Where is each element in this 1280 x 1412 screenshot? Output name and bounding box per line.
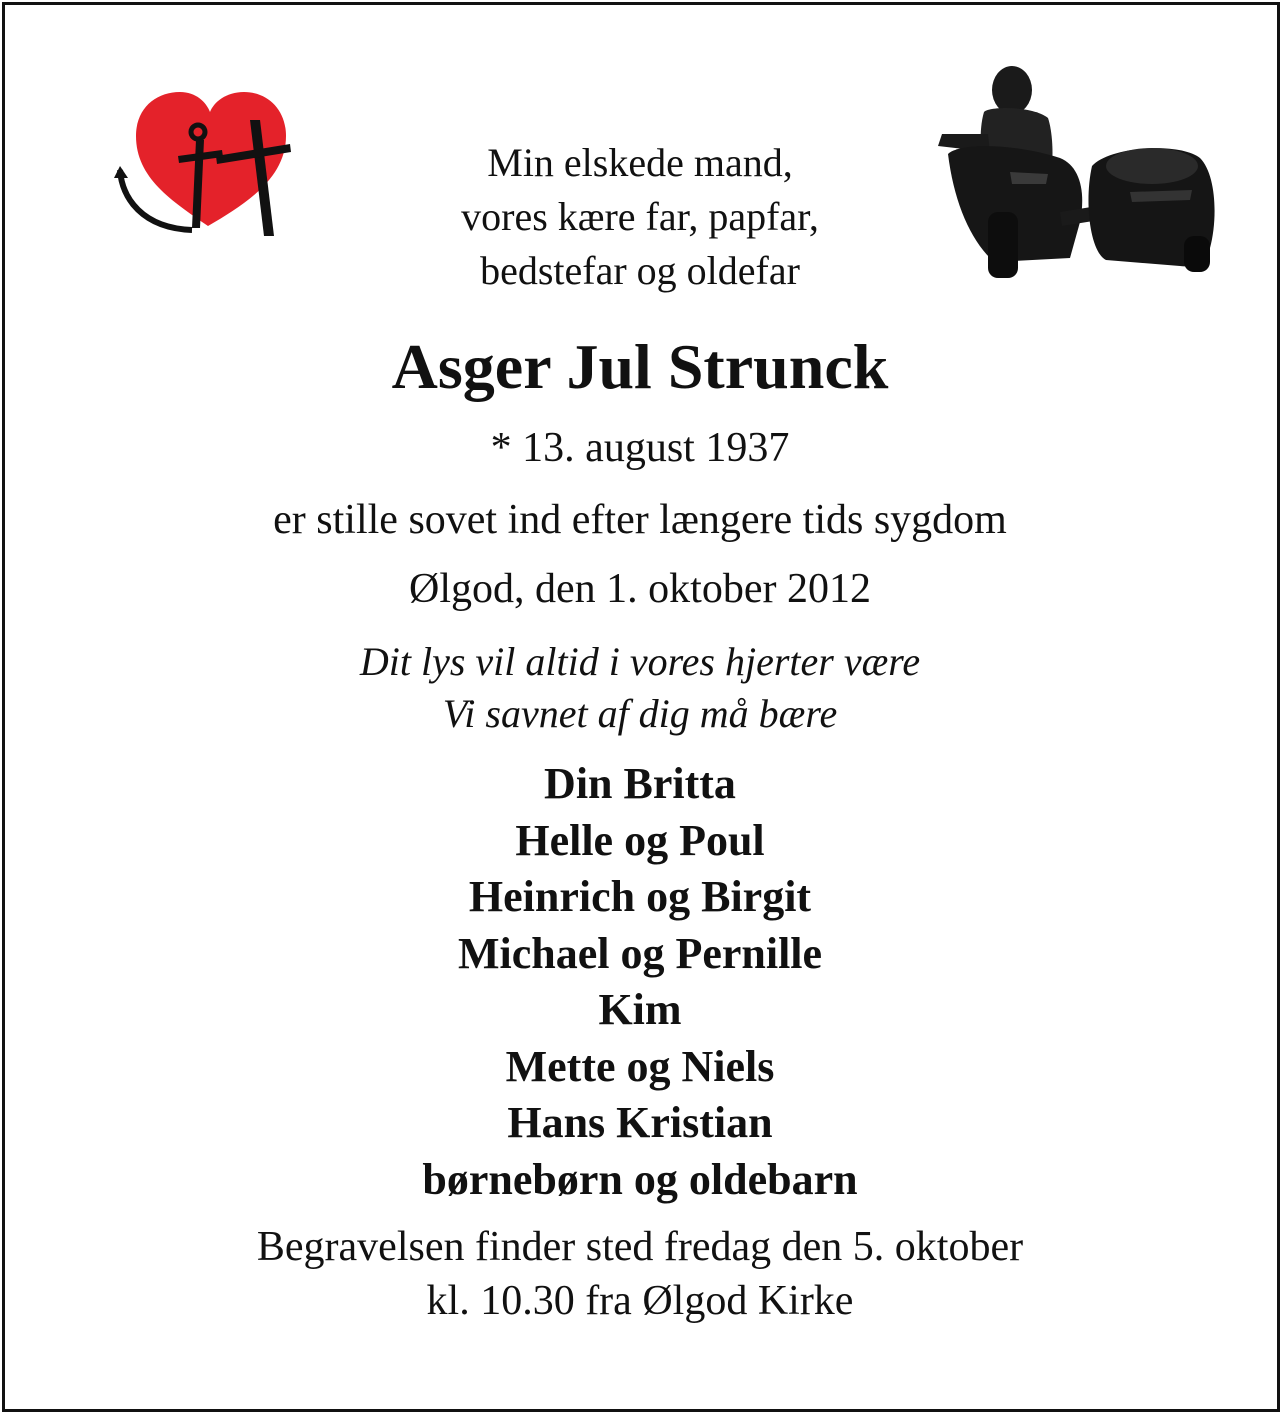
family-member: Kim	[598, 985, 682, 1034]
family-list	[0, 756, 1280, 1208]
verse-line: Dit lys vil altid i vores hjerter være	[359, 639, 921, 684]
birth-date: * 13. august 1937	[490, 425, 790, 471]
family-member: Mette og Niels	[505, 1041, 775, 1091]
funeral-line: Begravelsen finder sted fredag den 5. oktober	[256, 1224, 1024, 1270]
passing-statement: er stille sovet ind efter længere tids sygdom	[273, 497, 1007, 543]
family-member: Din Britta	[544, 759, 736, 808]
intro-line: Min elskede mand,	[487, 140, 793, 185]
intro-line: bedstefar og oldefar	[480, 248, 800, 293]
family-member: Helle og Poul	[515, 815, 765, 865]
verse-line: Vi savnet af dig må bære	[442, 691, 838, 736]
intro-text	[0, 136, 1280, 298]
memorial-verse	[0, 636, 1280, 740]
family-member: børnebørn og oldebarn	[422, 1154, 858, 1204]
deceased-name: Asger Jul Strunck	[391, 331, 889, 402]
funeral-line: kl. 10.30 fra Ølgod Kirke	[426, 1278, 854, 1324]
family-member: Michael og Pernille	[457, 928, 823, 978]
family-member: Heinrich og Birgit	[468, 872, 812, 921]
family-member: Hans Kristian	[507, 1098, 773, 1147]
funeral-info	[0, 1220, 1280, 1328]
place-and-date: Ølgod, den 1. oktober 2012	[409, 566, 871, 612]
intro-line: vores kære far, papfar,	[461, 194, 819, 239]
